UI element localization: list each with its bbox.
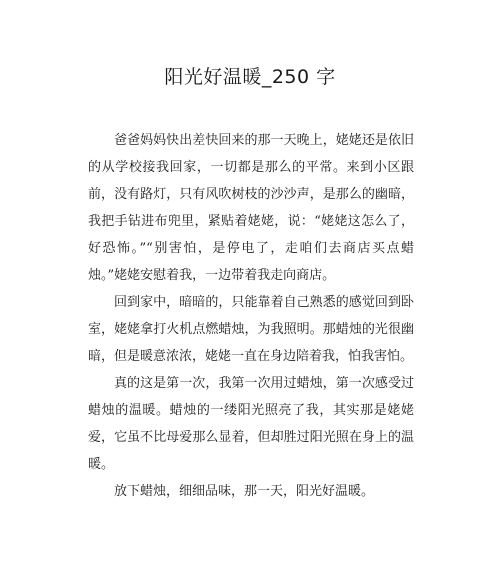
document-body [88,127,414,505]
paragraph-2: 回到家中，暗暗的，只能靠着自己熟悉的感觉回到卧室，姥姥拿打火机点燃蜡烛，为我照明。那蜡烛的光很幽暗，但是暖意浓浓，姥姥一直在身边陪着我，怕我害怕。 [88,295,414,364]
paragraph-4: 放下蜡烛，细细品味，那一天，阳光好温暖。 [114,484,375,499]
paragraph-3: 真的这是第一次，我第一次用过蜡烛，第一次感受过蜡烛的温暖。蜡烛的一缕阳光照亮了我，其实那是姥姥爱，它虽不比母爱那么显着，但却胜过阳光照在身上的温暖。 [88,376,414,472]
paragraph-1: 爸爸妈妈快出差快回来的那一天晚上，姥姥还是依旧的从学校接我回家，一切都是那么的平常。来到小区跟前，没有路灯，只有风吹树枝的沙沙声，是那么的幽暗，我把手钻进布兜里，紧贴着姥姥，说：“姥姥这怎么了，好恐怖。”“别害怕，是停电了，走咱们去商店买点蜡烛。”姥姥安慰着我，一边带着我走向商店。 [88,133,414,283]
page-title: 阳光好温暖_250 字 [164,66,336,88]
